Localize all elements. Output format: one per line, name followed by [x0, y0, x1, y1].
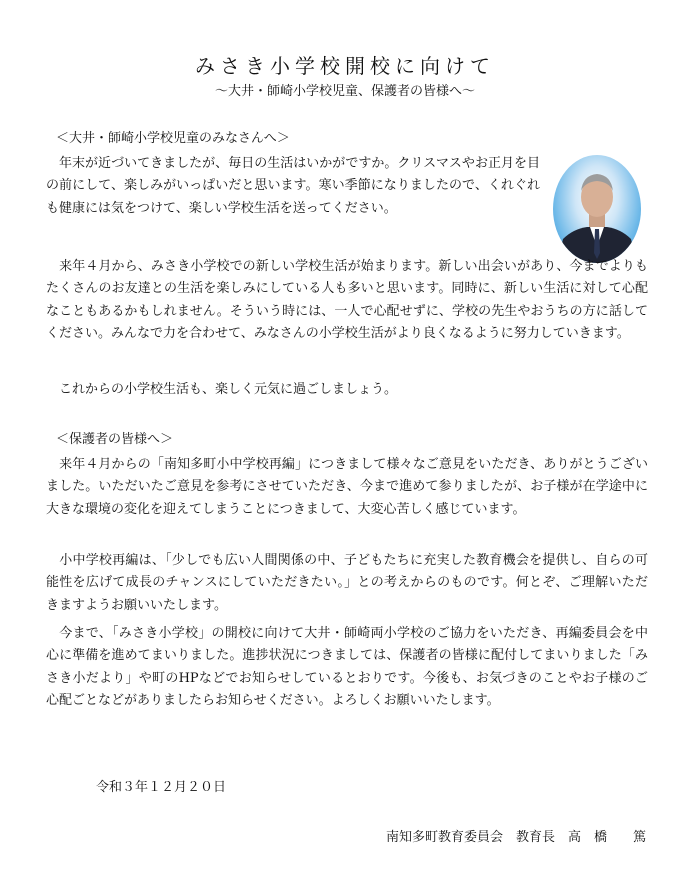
signature-line: 南知多町教育委員会 教育長 高 橋 篤 [385, 830, 646, 845]
guardians-section-heading: ＜保護者の皆様へ＞ [56, 432, 174, 447]
students-paragraph-1: 年末が近づいてきましたが、毎日の生活はいかがですか。クリスマスやお正月を目の前にして、楽しみがいっぱいだと思います。寒い季節になりましたので、くれぐれも健康には気をつけて、楽しい学校生活を送ってください。 [46, 156, 540, 216]
students-paragraph-2: 来年４月から、みさき小学校での新しい学校生活が始まります。新しい出会いがあり、今までよりもたくさんのお友達との生活を楽しみにしている人も多いと思います。同時に、新しい生活に対して心配なこともあるかもしれません。そういう時には、一人で心配せずに、学校の先生やおうちの方に話してください。みんなで力を合わせて、みなさんの小学校生活がより良くなるように努力していきます。 [46, 259, 648, 341]
portrait-illustration [553, 155, 641, 263]
guardians-paragraph-1: 来年４月からの「南知多町小中学校再編」につきまして様々なご意見をいただき、ありがとうございました。いただいたご意見を参考にさせていただき、今まで進めて参りましたが、お子様が在学途中に大きな環境の変化を迎えてしまうことにつきまして、大変心苦しく感じています。 [46, 457, 648, 517]
document-date: 令和３年１２月２０日 [96, 780, 227, 795]
document-title: みさき小学校開校に向けて [195, 54, 495, 78]
students-section-heading: ＜大井・師崎小学校児童のみなさんへ＞ [56, 131, 290, 146]
students-paragraph-3: これからの小学校生活も、楽しく元気に過ごしましょう。 [46, 382, 398, 397]
document-subtitle: ～大井・師崎小学校児童、保護者の皆様へ～ [214, 84, 475, 99]
guardians-paragraph-3: 今まで、「みさき小学校」の開校に向けて大井・師崎両小学校のご協力をいただき、再編委員会を中心に準備を進めてまいりました。進捗状況につきましては、保護者の皆様に配付してまいりました「みさき小だより」や町のHPなどでお知らせしているとおりです。今後も、お気づきのことやお子様のご心配ごとなどがありましたらお知らせください。よろしくお願いいたします。 [46, 626, 648, 708]
superintendent-photo [553, 155, 641, 263]
guardians-paragraph-2: 小中学校再編は、「少しでも広い人間関係の中、子どもたちに充実した教育機会を提供し、自らの可能性を広げて成長のチャンスにしていただきたい。」との考えからのものです。何とぞ、ご理解いただきますようお願いいたします。 [46, 553, 648, 613]
